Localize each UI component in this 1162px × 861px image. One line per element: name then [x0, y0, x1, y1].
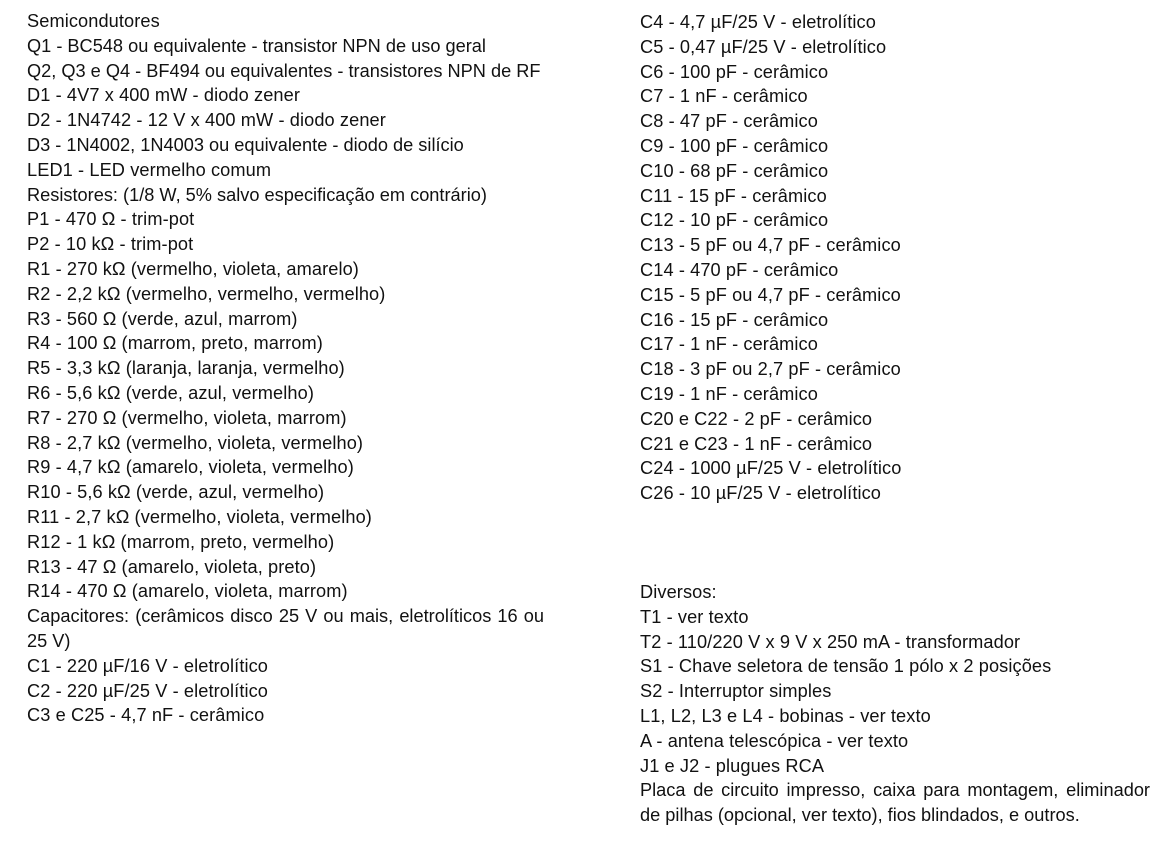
list-item-q1: Q1 - BC548 ou equivalente - transistor NPN de uso geral — [27, 35, 486, 56]
list-item-c5: C5 - 0,47 µF/25 V - eletrolítico — [640, 36, 887, 57]
section-heading-diversos: Diversos: — [640, 581, 717, 602]
section-heading-semicondutores: Semicondutores — [27, 11, 160, 31]
list-item-r5: R5 - 3,3 kΩ (laranja, laranja, vermelho) — [27, 358, 345, 379]
list-item-c19: C19 - 1 nF - cerâmico — [640, 383, 818, 404]
list-item-r3: R3 - 560 Ω (verde, azul, marrom) — [27, 308, 298, 329]
list-item-c6: C6 - 100 pF - cerâmico — [640, 61, 829, 82]
section-heading-resistores: Resistores: (1/8 W, 5% salvo especificação em contrário) — [27, 184, 487, 205]
list-item-c1: C1 - 220 µF/16 V - eletrolítico — [27, 655, 269, 676]
list-item-d3: D3 - 1N4002, 1N4003 ou equivalente - diodo de silício — [27, 134, 464, 155]
list-item-c18: C18 - 3 pF ou 2,7 pF - cerâmico — [640, 359, 901, 380]
list-item-c16: C16 - 15 pF - cerâmico — [640, 309, 829, 330]
list-item-s2: S2 - Interruptor simples — [640, 681, 832, 702]
list-item-c12: C12 - 10 pF - cerâmico — [640, 210, 829, 231]
parts-list-right-column — [640, 10, 1150, 828]
list-item-r1: R1 - 270 kΩ (vermelho, violeta, amarelo) — [27, 258, 359, 279]
list-item-c8: C8 - 47 pF - cerâmico — [640, 111, 818, 132]
list-item-r11: R11 - 2,7 kΩ (vermelho, violeta, vermelho) — [27, 506, 372, 527]
parts-list-left-column — [27, 9, 544, 728]
list-item-r8: R8 - 2,7 kΩ (vermelho, violeta, vermelho) — [27, 432, 364, 453]
list-item-c10: C10 - 68 pF - cerâmico — [640, 160, 829, 181]
list-item-placa: Placa de circuito impresso, caixa para montagem, eliminador de pilhas (opcional, ver texto), fios blindados, e outros. — [640, 780, 1150, 826]
list-item-c9: C9 - 100 pF - cerâmico — [640, 135, 829, 156]
list-item-t2: T2 - 110/220 V x 9 V x 250 mA - transformador — [640, 631, 1021, 652]
list-item-c13: C13 - 5 pF ou 4,7 pF - cerâmico — [640, 235, 901, 256]
list-item-r10: R10 - 5,6 kΩ (verde, azul, vermelho) — [27, 482, 325, 503]
list-item-r12: R12 - 1 kΩ (marrom, preto, vermelho) — [27, 531, 335, 552]
list-item-c26: C26 - 10 µF/25 V - eletrolítico — [640, 483, 882, 504]
list-item-c4: C4 - 4,7 µF/25 V - eletrolítico — [640, 12, 876, 32]
column-spacer — [640, 506, 1150, 580]
list-item-s1: S1 - Chave seletora de tensão 1 pólo x 2 posições — [640, 656, 1052, 677]
list-item-c15: C15 - 5 pF ou 4,7 pF - cerâmico — [640, 284, 901, 305]
list-item-r4: R4 - 100 Ω (marrom, preto, marrom) — [27, 333, 323, 354]
list-item-c3-c25: C3 e C25 - 4,7 nF - cerâmico — [27, 705, 265, 726]
list-item-r7: R7 - 270 Ω (vermelho, violeta, marrom) — [27, 407, 347, 428]
list-item-r6: R6 - 5,6 kΩ (verde, azul, vermelho) — [27, 382, 314, 403]
list-item-p1: P1 - 470 Ω - trim-pot — [27, 209, 195, 230]
list-item-led1: LED1 - LED vermelho comum — [27, 159, 272, 180]
list-item-l1-l4: L1, L2, L3 e L4 - bobinas - ver texto — [640, 705, 931, 726]
list-item-d2: D2 - 1N4742 - 12 V x 400 mW - diodo zener — [27, 110, 386, 131]
list-item-j1-j2: J1 e J2 - plugues RCA — [640, 755, 825, 776]
list-item-c21-c23: C21 e C23 - 1 nF - cerâmico — [640, 433, 873, 454]
section-heading-capacitores: Capacitores: (cerâmicos disco 25 V ou mais, eletrolíticos 16 ou 25 V) — [27, 606, 544, 651]
list-item-c7: C7 - 1 nF - cerâmico — [640, 86, 808, 107]
list-item-r13: R13 - 47 Ω (amarelo, violeta, preto) — [27, 556, 317, 577]
list-item-d1: D1 - 4V7 x 400 mW - diodo zener — [27, 85, 300, 106]
list-item-p2: P2 - 10 kΩ - trim-pot — [27, 234, 194, 255]
list-item-r2: R2 - 2,2 kΩ (vermelho, vermelho, vermelho) — [27, 283, 386, 304]
list-item-antena: A - antena telescópica - ver texto — [640, 730, 909, 751]
list-item-r14: R14 - 470 Ω (amarelo, violeta, marrom) — [27, 581, 348, 602]
list-item-c17: C17 - 1 nF - cerâmico — [640, 334, 818, 355]
list-item-c11: C11 - 15 pF - cerâmico — [640, 185, 827, 206]
list-item-c14: C14 - 470 pF - cerâmico — [640, 259, 839, 280]
list-item-q2-q3-q4: Q2, Q3 e Q4 - BF494 ou equivalentes - transistores NPN de RF — [27, 60, 541, 81]
list-item-t1: T1 - ver texto — [640, 606, 749, 627]
list-item-c2: C2 - 220 µF/25 V - eletrolítico — [27, 680, 269, 701]
list-item-r9: R9 - 4,7 kΩ (amarelo, violeta, vermelho) — [27, 457, 354, 478]
list-item-c20-c22: C20 e C22 - 2 pF - cerâmico — [640, 408, 873, 429]
list-item-c24: C24 - 1000 µF/25 V - eletrolítico — [640, 458, 902, 479]
